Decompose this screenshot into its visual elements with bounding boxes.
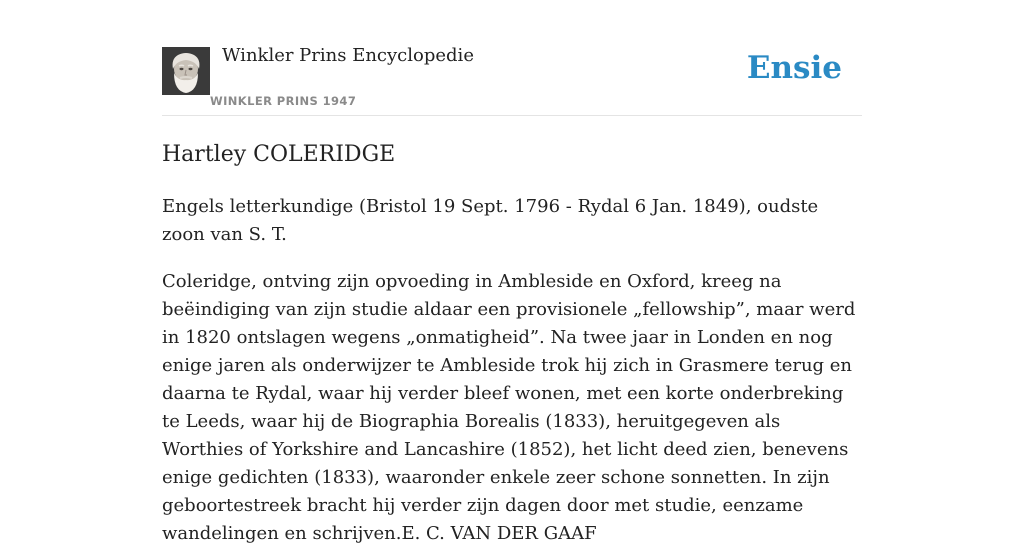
edition-label: WINKLER PRINS 1947: [210, 94, 357, 108]
article-paragraph-1: Engels letterkundige (Bristol 19 Sept. 1796 - Rydal 6 Jan. 1849), oudste zoon van S. T.: [162, 196, 819, 245]
article: [162, 140, 862, 548]
brand-logo[interactable]: Ensie: [746, 50, 842, 86]
avatar[interactable]: [162, 47, 210, 95]
site-title[interactable]: Winkler Prins Encyclopedie: [222, 45, 474, 66]
bearded-man-portrait-icon: [162, 47, 210, 95]
header: [162, 0, 862, 116]
article-paragraph-2: Coleridge, ontving zijn opvoeding in Ambleside en Oxford, kreeg na beëindiging van zijn studie aldaar een provisionele „fellowship”, maar werd in 1820 ontslagen wegens „onmatigheid”. Na twee jaar in Londen en nog enige jaren als onderwijzer te Ambleside trok hij zich in Grasmere terug en daarna te Rydal, waar hij verder bleef wonen, met een korte onderbreking te Leeds, waar hij de Biographia Borealis (1833), heruitgegeven als Worthies of Yorkshire and Lancashire (1852), het licht deed zien, benevens enige gedichten (1833), waaronder enkele zeer schone sonnetten. In zijn geboortestreek bracht hij verder zijn dagen door met studie, eenzame wandelingen en schrijven.E. C. VAN DER GAAF: [162, 271, 856, 544]
article-title: Hartley COLERIDGE: [162, 142, 396, 167]
